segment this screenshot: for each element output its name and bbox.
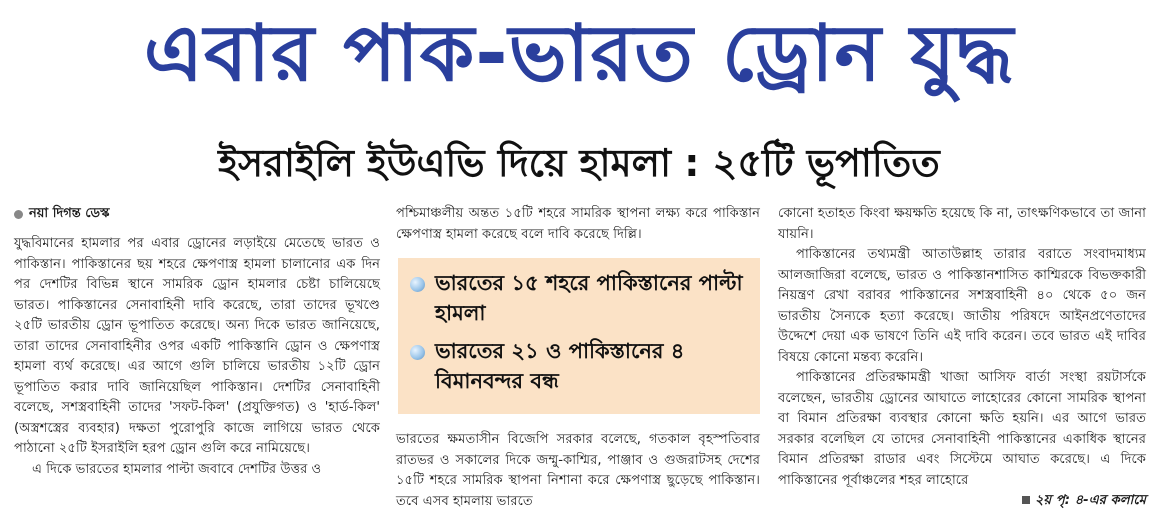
paragraph: পশ্চিমাঞ্চলীয় অন্তত ১৫টি শহরে সামরিক স্থাপনা লক্ষ্য করে পাকিস্তান ক্ষেপণাস্ত্র হামলা করেছে বলে দাবি করেছে দিল্লি। <box>396 206 760 242</box>
paragraph: যুদ্ধবিমানের হামলার পর এবার ড্রোনের লড়াইয়ে মেতেছে ভারত ও পাকিস্তান। পাকিস্তানের ছয় শহরে ক্ষেপণাস্ত্র হামলা চালানোর এক দিন পর দেশটির বিভিন্ন স্থানে সামরিক ড্রোন হামলার চেষ্টা চালিয়েছে ভারত। পাকিস্তানের সেনাবাহিনী দাবি করেছে, তারা তাদের ভূখণ্ডে ২৫টি ভারতীয় ড্রোন ভূপাতিত করেছে। অন্য দিকে ভারত জানিয়েছে, তারা তাদের সেনাবাহিনীর ওপর একটি পাকিস্তানি ড্রোন ও ক্ষেপণাস্ত্র হামলা ব্যর্থ করেছে। এর আগে গুলি চালিয়ে ভারতীয় ১২টি ড্রোন ভূপাতিত করার দাবি জানিয়েছিল পাকিস্তান। দেশটির সেনাবাহিনী বলেছে, সশস্ত্রবাহিনী তাদের 'সফট-কিল' (প্রযুক্তিগত) ও 'হার্ড-কিল' (অস্ত্রশস্ত্রের ব্যবহার) দক্ষতা পুরোপুরি কাজে লাগিয়ে ভারত থেকে পাঠানো ২৫টি ইসরাইলি হরপ ড্রোন গুলি করে নামিয়েছে। <box>14 236 380 456</box>
article-column-3 <box>778 204 1146 512</box>
continuation <box>778 491 1146 512</box>
paragraph: ভারতের ক্ষমতাসীন বিজেপি সরকার বলেছে, গতকাল বৃহস্পতিবার রাতভর ও সকালের দিকে জম্মু-কাশ্মির, পাঞ্জাব ও গুজরাটসহ দেশের ১৫টি শহরে সামরিক স্থাপনা নিশানা করে ক্ষেপণাস্ত্র ছুড়েছে পাকিস্তান। তবে এসব হামলায় ভারতে <box>396 432 760 509</box>
highlight-box <box>398 258 760 414</box>
article-column-2-lower <box>396 430 760 512</box>
bullet-icon <box>14 210 23 219</box>
highlight-text: ভারতের ১৫ শহরে পাকিস্তানের পাল্টা হামলা <box>435 271 743 325</box>
paragraph: পাকিস্তানের তথ্যমন্ত্রী আতাউল্লাহ তারার বরাতে সংবাদমাধ্যম আলজাজিরা বলেছে, ভারত ও পাকিস্তানশাসিত কাশ্মিরকে বিভক্তকারী নিয়ন্ত্রণ রেখা বরাবর পাকিস্তানের সশস্ত্রবাহিনী ৪০ থেকে ৫০ জন ভারতীয় সৈন্যকে হত্যা করেছে। জাতীয় পরিষদে আইনপ্রণেতাদের উদ্দেশে দেয়া এক ভাষণে তিনি এই দাবি করেন। তবে ভারত এই দাবির বিষয়ে কোনো মন্তব্য করেনি। <box>778 247 1146 365</box>
square-bullet-icon <box>1022 496 1030 504</box>
subheadline: ইসরাইলি ইউএভি দিয়ে হামলা : ২৫টি ভূপাতিত <box>218 141 940 185</box>
article-column-2 <box>396 204 760 245</box>
jump-line[interactable]: ২য় পৃ: ৪-এর কলামে <box>1034 493 1146 508</box>
highlight-text: ভারতের ২১ ও পাকিস্তানের ৪ বিমানবন্দর বন্ধ <box>435 339 685 393</box>
paragraph: কোনো হতাহত কিংবা ক্ষয়ক্ষতি হয়েছে কি না, তাৎক্ষণিকভাবে তা জানা যায়নি। <box>778 206 1146 242</box>
bullet-icon <box>410 277 425 292</box>
article-column-1 <box>14 204 380 480</box>
bullet-icon <box>410 345 425 360</box>
byline <box>14 204 380 224</box>
paragraph: পাকিস্তানের প্রতিরক্ষামন্ত্রী খাজা আসিফ বার্তা সংস্থা রয়টার্সকে বলেছেন, ভারতীয় ড্রোনের আঘাতে লাহোরের কোনো সামরিক স্থাপনা বা বিমান প্রতিরক্ষা ব্যবস্থার কোনো ক্ষতি হয়নি। এর আগে ভারত সরকার বলেছিল যে তাদের সেনাবাহিনী পাকিস্তানের একাধিক স্থানের বিমান প্রতিরক্ষা রাডার এবং সিস্টেমে আঘাত করেছে। এ দিকে পাকিস্তানের পূর্বাঞ্চলের শহর লাহোরে <box>778 370 1146 488</box>
highlight-item <box>408 268 750 328</box>
paragraph: এ দিকে ভারতের হামলার পাল্টা জবাবে দেশটির উত্তর ও <box>32 461 322 477</box>
highlight-item <box>408 336 750 396</box>
byline-text: নয়া দিগন্ত ডেস্ক <box>29 206 110 221</box>
headline: এবার পাক-ভারত ড্রোন যুদ্ধ <box>143 9 1015 99</box>
